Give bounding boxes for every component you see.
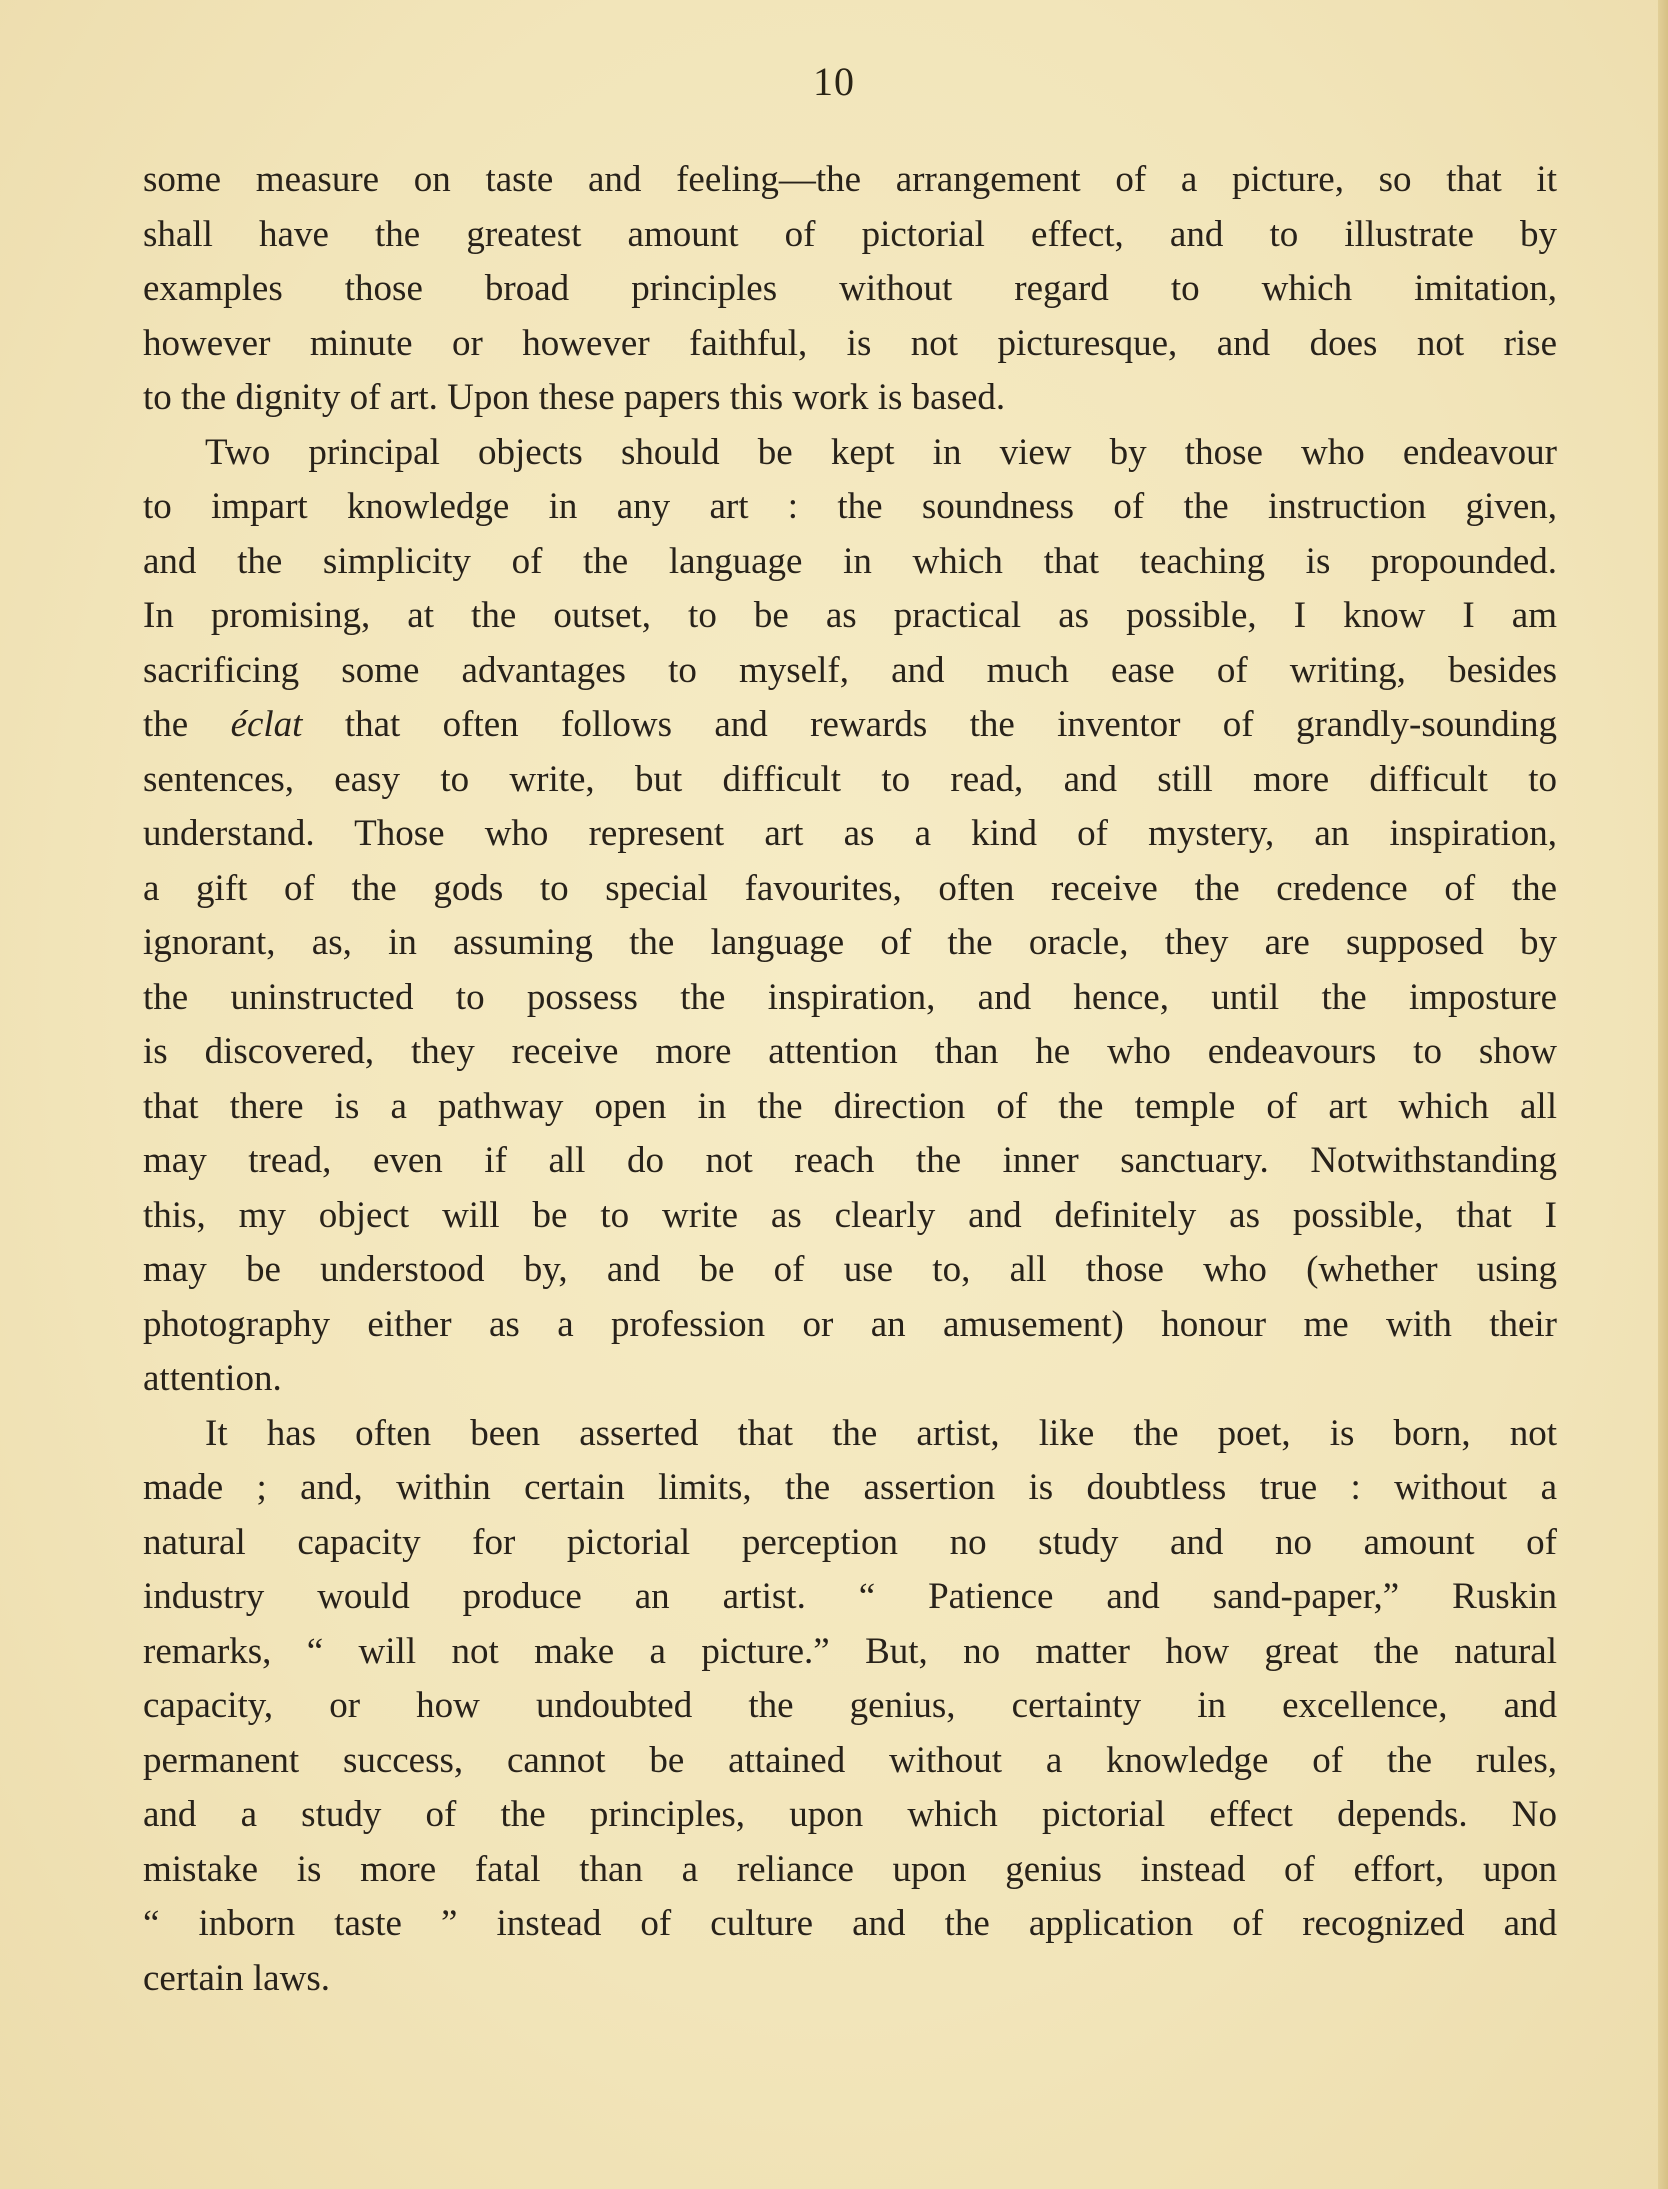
text-line: this, my object will be to write as clearly and definitely as possible, that I [143,1194,1557,1236]
text-line: that there is a pathway open in the direction of the temple of art which all [143,1085,1557,1127]
text-line: Two principal objects should be kept in view by those who endeavour [205,431,1557,473]
text-line: understand. Those who represent art as a kind of mystery, an inspiration, [143,813,1557,854]
text-line: photography either as a profession or an amusement) honour me with their [143,1303,1557,1345]
text-line: the uninstructed to possess the inspiration, and hence, until the imposture [143,976,1557,1018]
paragraph-2 [143,426,1557,1407]
text-line: examples those broad principles without regard to which imitation, [143,268,1557,309]
text-line: and the simplicity of the language in which that teaching is propounded. [143,540,1557,582]
text-line: shall have the greatest amount of pictorial effect, and to illustrate by [143,213,1557,255]
text-line: may tread, even if all do not reach the inner sanctuary. Notwithstanding [143,1140,1557,1181]
text-line: It has often been asserted that the artist, like the poet, is born, not [205,1412,1557,1454]
text-line: sentences, easy to write, but difficult to read, and still more difficult to [143,758,1557,800]
text-line: to the dignity of art. Upon these papers this work is based. [143,377,1006,418]
text-line: is discovered, they receive more attention than he who endeavours to show [143,1031,1557,1072]
text-line: industry would produce an artist. “ Patience and sand-paper,” Ruskin [143,1576,1557,1617]
text-line: In promising, at the outset, to be as practical as possible, I know I am [143,595,1557,636]
text-line: however minute or however faithful, is not picturesque, and does not rise [143,322,1557,364]
text-line: and a study of the principles, upon which pictorial effect depends. No [143,1794,1557,1835]
text-line: ignorant, as, in assuming the language of the oracle, they are supposed by [143,922,1557,963]
text-line: the éclat that often follows and rewards the inventor of grandly-sounding [143,704,1558,745]
text-line: a gift of the gods to special favourites, often receive the credence of the [143,867,1557,909]
text-line: “ inborn taste ” instead of culture and the application of recognized and [143,1903,1557,1944]
italic-word: éclat [230,704,303,745]
text-line: capacity, or how undoubted the genius, certainty in excellence, and [143,1685,1557,1726]
page-number: 10 [813,59,855,104]
text-line: may be understood by, and be of use to, all those who (whether using [143,1249,1557,1290]
paragraph-3 [143,1407,1557,2007]
text-line: mistake is more fatal than a reliance upon genius instead of effort, upon [143,1848,1557,1890]
text-line: sacrificing some advantages to myself, and much ease of writing, besides [143,649,1557,691]
text-line: certain laws. [143,1957,330,1999]
body-text [143,153,1557,2006]
paragraph-1 [143,153,1557,426]
page-edge [1658,0,1668,2189]
text-line: remarks, “ will not make a picture.” But, no matter how great the natural [143,1630,1557,1672]
text-line: natural capacity for pictorial perception no study and no amount of [143,1521,1557,1563]
text-line: permanent success, cannot be attained without a knowledge of the rules, [143,1739,1557,1781]
text-line: some measure on taste and feeling—the arrangement of a picture, so that it [143,159,1557,200]
text-line: attention. [143,1358,282,1399]
text-line: to impart knowledge in any art : the soundness of the instruction given, [143,486,1557,527]
text-line: made ; and, within certain limits, the assertion is doubtless true : without a [143,1467,1557,1508]
